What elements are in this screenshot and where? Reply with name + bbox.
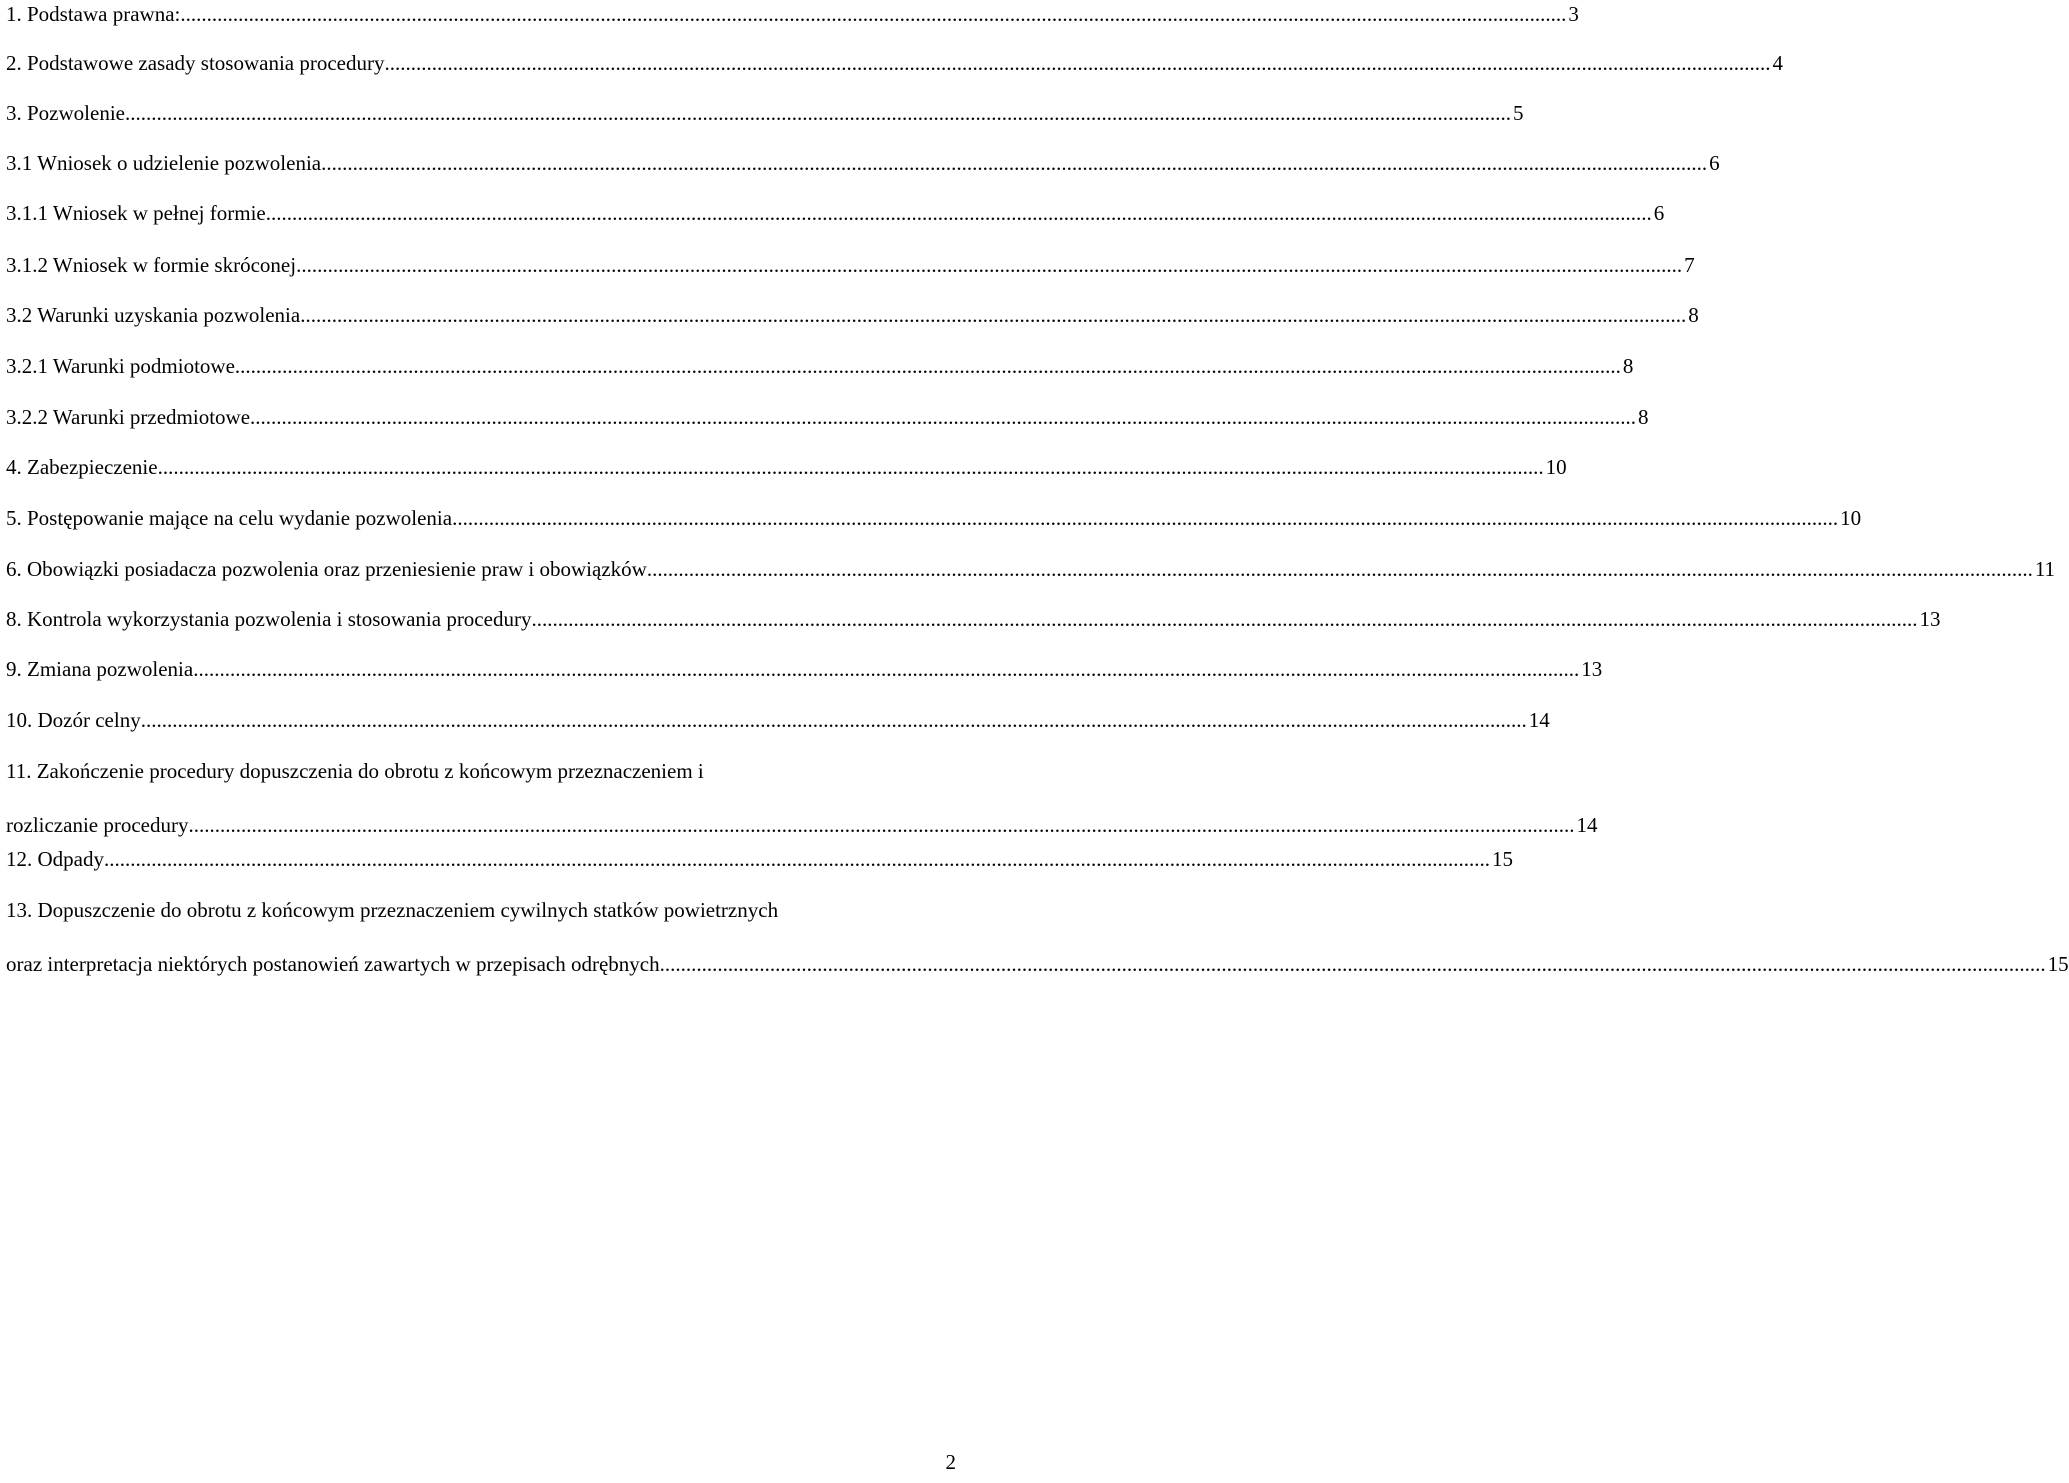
toc-entry[interactable] [6,49,1783,77]
toc-dot-leader [531,605,1917,633]
toc-dot-leader [188,811,1574,839]
toc-entry[interactable] [6,757,1598,839]
toc-dot-leader [180,0,1566,28]
toc-entry[interactable] [6,655,1603,683]
toc-entry-title: 2. Podstawowe zasady stosowania procedury [6,51,385,75]
toc-entry[interactable] [6,706,1550,734]
toc-entry-title-continuation: oraz interpretacja niektórych postanowień zawartych w przepisach odrębnych [6,952,660,976]
toc-dot-leader [660,950,2046,978]
toc-entry[interactable] [6,896,2069,978]
toc-dot-leader [193,655,1579,683]
toc-entry[interactable] [6,352,1634,380]
toc-entry[interactable] [6,605,1941,633]
toc-dot-leader [321,149,1707,177]
toc-dot-leader [158,453,1544,481]
toc-dot-leader [385,49,1771,77]
toc-entry-page: 10 [1840,506,1862,530]
toc-entry[interactable] [6,149,1720,177]
toc-entry-page: 13 [1581,657,1603,681]
toc-entry-title: 6. Obowiązki posiadacza pozwolenia oraz przeniesienie praw i obowiązków [6,557,647,581]
toc-entry-title: 1. Podstawa prawna: [6,2,181,26]
toc-entry-title: 11. Zakończenie procedury dopuszczenia do obrotu z końcowym przeznaczeniem i [6,759,704,783]
toc-entry-title: 3.1.2 Wniosek w formie skróconej [6,253,297,277]
toc-entry-page: 15 [2047,952,2069,976]
toc-dot-leader [104,845,1490,873]
toc-dot-leader [300,301,1686,329]
toc-entry-page: 6 [1709,151,1720,175]
toc-entry-page: 8 [1622,354,1634,378]
toc-entry[interactable] [6,301,1699,329]
toc-entry-title-continuation: rozliczanie procedury [6,813,189,837]
toc-entry[interactable] [6,403,1649,431]
toc-entry-title: 10. Dozór celny [6,708,141,732]
toc-entry-page: 8 [1688,303,1699,327]
toc-entry-page: 8 [1638,405,1649,429]
toc-entry[interactable] [6,504,1862,532]
toc-entry-title: 3.1 Wniosek o udzielenie pozwolenia [6,151,322,175]
toc-entry-title: 3.2.1 Warunki podmiotowe [6,354,235,378]
toc-dot-leader [296,251,1682,279]
toc-entry[interactable] [6,845,1513,873]
toc-dot-leader [141,706,1527,734]
toc-entry-title: 4. Zabezpieczenie [6,455,158,479]
toc-entry-page: 15 [1492,847,1513,871]
toc-dot-leader [125,99,1511,127]
toc-dot-leader [452,504,1838,532]
toc-entry[interactable] [6,199,1665,227]
toc-entry-page: 11 [2034,557,2056,581]
toc-entry-title: 8. Kontrola wykorzystania pozwolenia i stosowania procedury [6,607,532,631]
toc-entry-title: 3.2 Warunki uzyskania pozwolenia [6,303,301,327]
toc-entry-page: 3 [1568,2,1579,26]
toc-entry[interactable] [6,555,2056,583]
toc-entry-title: 9. Zmiana pozwolenia [6,657,194,681]
toc-entry-page: 6 [1653,201,1665,225]
toc-entry-page: 4 [1772,51,1783,75]
toc-entry-page: 13 [1919,607,1941,631]
toc-entry[interactable] [6,0,1579,28]
toc-entry-page: 10 [1545,455,1567,479]
toc-entry-title: 3. Pozwolenie [6,101,125,125]
page-number: 2 [945,1450,956,1474]
toc-entry[interactable] [6,453,1567,481]
toc-entry-page: 14 [1528,708,1550,732]
toc-entry-title: 3.2.2 Warunki przedmiotowe [6,405,251,429]
toc-dot-leader [250,403,1636,431]
toc-entry[interactable] [6,251,1695,279]
toc-entry-title: 12. Odpady [6,847,104,871]
toc-entry-page: 7 [1684,253,1695,277]
toc-entry-title: 13. Dopuszczenie do obrotu z końcowym przeznaczeniem cywilnych statków powietrznych [6,898,779,922]
toc-entry-title: 3.1.1 Wniosek w pełnej formie [6,201,266,225]
toc-dot-leader [266,199,1652,227]
toc-entry-page: 5 [1512,101,1524,125]
toc-dot-leader [647,555,2033,583]
toc-entry-title: 5. Postępowanie mające na celu wydanie pozwolenia [6,506,453,530]
toc-entry[interactable] [6,99,1524,127]
toc-entry-page: 14 [1576,813,1598,837]
toc-dot-leader [235,352,1621,380]
